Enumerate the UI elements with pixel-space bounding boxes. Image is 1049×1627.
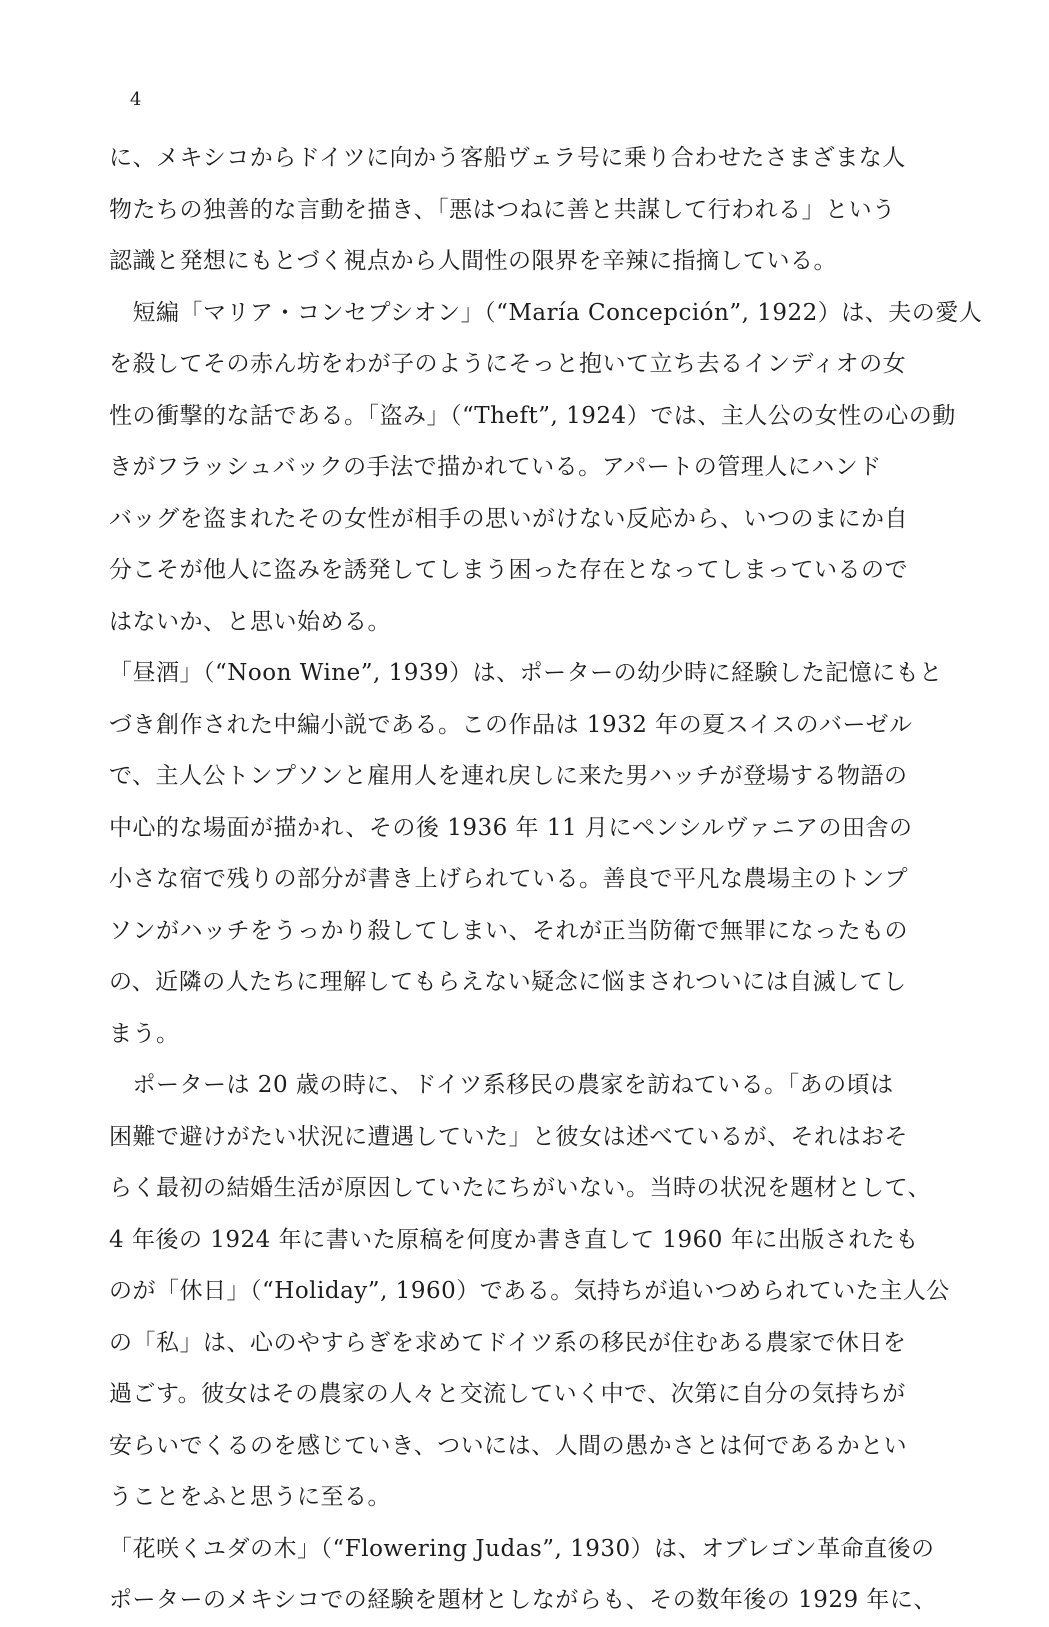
text-line: で、主人公トンプソンと雇用人を連れ戻しに来た男ハッチが登場する物語の [109,763,908,789]
text-line: ポーターは 20 歳の時に、ドイツ系移民の農家を訪ねている。「あの頃は [109,1072,894,1098]
text-line: 4 年後の 1924 年に書いた原稿を何度か書き直して 1960 年に出版されたも [109,1226,919,1253]
text-line: 短編「マリア・コンセプシオン」（“María Concepción”, 1922）は、夫の愛人 [109,299,983,326]
text-line: 中心的な場面が描かれ、その後 1936 年 11 月にペンシルヴァニアの田舎の [109,814,913,841]
text-line: の、近隣の人たちに理解してもらえない疑念に悩まされついには自滅してし [109,969,907,995]
text-line: 分こそが他人に盗みを誘発してしまう困った存在となってしまっているので [109,557,908,583]
text-line: 安らいでくるのを感じていき、ついには、人間の愚かさとは何であるかとい [109,1432,908,1459]
text-line: まう。 [109,1020,180,1047]
text-line: 認識と発想にもとづく視点から人間性の限界を辛辣に指摘している。 [109,248,838,274]
text-line: バッグを盗まれたその女性が相手の思いがけない反応から、いつのまにか自 [109,505,908,532]
text-line: の「私」は、心のやすらぎを求めてドイツ系の移民が住むある農家で休日を [109,1329,907,1356]
text-line: きがフラッシュバックの手法で描かれている。アパートの管理人にハンド [109,454,882,480]
text-line: 「昼酒」（“Noon Wine”, 1939）は、ポーターの幼少時に経験した記憶にもと [109,660,943,686]
text-line: を殺してその赤ん坊をわが子のようにそっと抱いて立ち去るインディオの女 [109,351,907,377]
page-number: 4 [130,89,142,110]
text-line: 過ごす。彼女はその農家の人々と交流していく中で、次第に自分の気持ちが [109,1381,906,1407]
text-line: 小さな宿で残りの部分が書き上げられている。善良で平凡な農場主のトンプ [109,866,908,892]
text-line: ポーターのメキシコでの経験を題材としながらも、その数年後の 1929 年に、 [109,1587,937,1613]
text-line: づき創作された中編小説である。この作品は 1932 年の夏スイスのバーゼル [109,711,913,738]
text-line: うことをふと思うに至る。 [109,1484,391,1510]
text-line: 「花咲くユダの木」（“Flowering Judas”, 1930）は、オブレゴン革命直後の [109,1535,935,1562]
text-line: 困難で避けがたい状況に遭遇していた」と彼女は述べているが、それはおそ [109,1123,908,1150]
text-line: 性の衝撃的な話である。「盗み」（“Theft”, 1924）では、主人公の女性の心の動 [109,402,956,429]
text-line: のが「休日」（“Holiday”, 1960）である。気持ちが追いつめられていた主人公 [109,1278,950,1304]
body-text [109,133,983,1627]
text-line: ソンがハッチをうっかり殺してしまい、それが正当防衛で無罪になったもの [109,917,908,944]
text-line: 物たちの独善的な言動を描き、「悪はつねに善と共謀して行われる」という [109,196,896,223]
text-line: はないか、と思い始める。 [109,608,391,635]
text-line: に、メキシコからドイツに向かう客船ヴェラ号に乗り合わせたさまざまな人 [109,145,906,171]
text-line: らく最初の結婚生活が原因していたにちがいない。当時の状況を題材として、 [109,1175,932,1201]
